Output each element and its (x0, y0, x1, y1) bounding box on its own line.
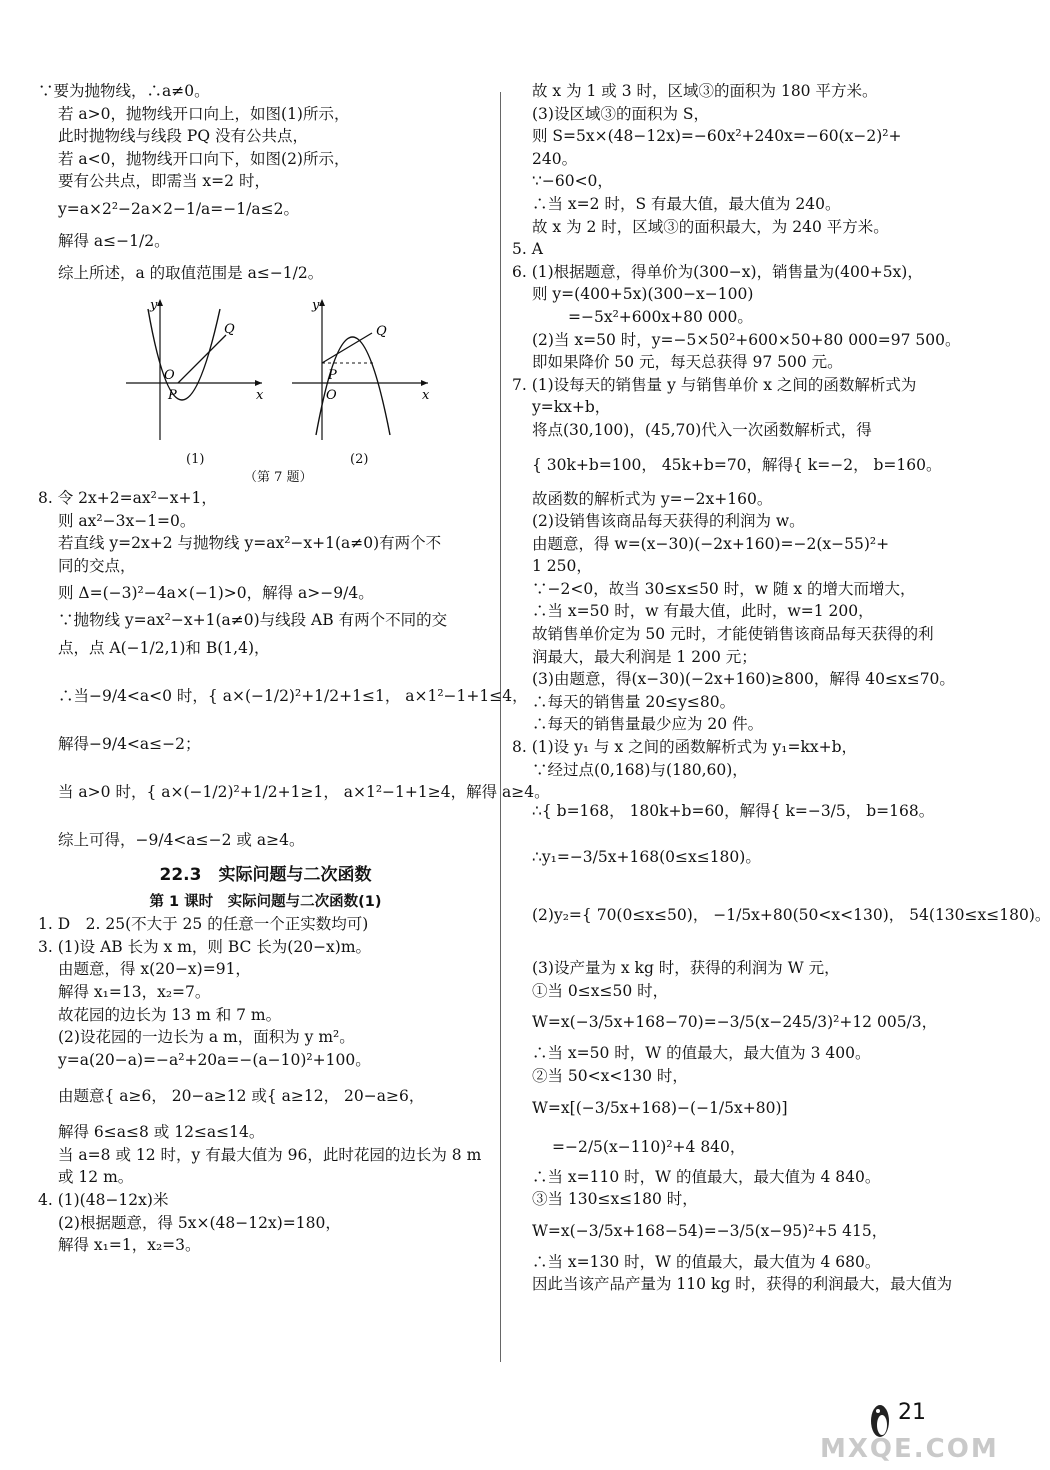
text-line: 故 x 为 2 时，区域③的面积最大，为 240 平方米。 (532, 217, 889, 236)
text-line: 故销售单价定为 50 元时，才能使销售该商品每天获得的利 (532, 625, 934, 644)
text-line: (2)当 x=50 时，y=−5×50²+600×50+80 000=97 500。 (532, 330, 961, 349)
text-line: ③当 130≤x≤180 时， (532, 1190, 698, 1209)
formula-line: 由题意{ a≥6， 20−a≥12 或{ a≥12， 20−a≥6， (58, 1087, 425, 1106)
caption-2: (2) (350, 451, 369, 467)
text-line: 3. (1)设 AB 长为 x m，则 BC 长为(20−x)m。 (38, 937, 372, 956)
formula-line: =−2/5(x−110)²+4 840， (552, 1137, 746, 1156)
text-line: 则 ax²−3x−1=0。 (58, 511, 196, 530)
text-line: ∵−2<0，故当 30≤x≤50 时，w 随 x 的增大而增大， (532, 579, 916, 598)
text-line: ∵经过点(0,168)与(180,60)， (532, 760, 748, 779)
text-line: ∵−60<0， (532, 172, 613, 191)
text-line: 由题意，得 x(20−x)=91， (58, 960, 251, 979)
text-line: 因此当该产品产量为 110 kg 时，获得的利润最大，最大值为 (532, 1275, 953, 1294)
text-line: 此时抛物线与线段 PQ 没有公共点， (58, 127, 308, 146)
axis-y-label: y (150, 297, 158, 313)
text-line: (2)根据题意，得 5x×(48−12x)=180， (58, 1213, 341, 1232)
text-line: 解得 6≤a≤8 或 12≤a≤14。 (58, 1123, 265, 1142)
figure-title: （第 7 题） (244, 469, 313, 485)
text-line: ∴当 x=2 时，S 有最大值，最大值为 240。 (532, 194, 841, 213)
text-line: 同的交点， (58, 556, 136, 575)
text-line: 4. (1)(48−12x)米 (38, 1191, 169, 1210)
text-line: 将点(30,100)，(45,70)代入一次函数解析式，得 (532, 420, 872, 439)
text-line: 解得 x₁=13，x₂=7。 (58, 982, 211, 1001)
text-line: 8. 令 2x+2=ax²−x+1， (38, 488, 217, 507)
text-line: 若 a>0，抛物线开口向上，如图(1)所示， (58, 104, 350, 123)
formula-line: W=x(−3/5x+168−54)=−3/5(x−95)²+5 415， (532, 1221, 888, 1240)
text-line: 由题意，得 w=(x−30)(−2x+160)=−2(x−55)²+ (532, 534, 890, 553)
text-line: 故花园的边长为 13 m 和 7 m。 (58, 1005, 282, 1024)
axis-x-label: x (422, 387, 430, 403)
graph-1 (120, 295, 270, 443)
text-line: (2)设花园的一边长为 a m，面积为 y m²。 (58, 1028, 355, 1047)
text-line: 解得 x₁=1，x₂=3。 (58, 1236, 201, 1255)
text-line: 即如果降价 50 元，每天总获得 97 500 元。 (532, 353, 843, 372)
text-line: ∴每天的销售量最少应为 20 件。 (532, 715, 764, 734)
formula-line: y=a×2²−2a×2−1/a=−1/a≤2。 (58, 199, 299, 218)
point-q-label: Q (224, 321, 235, 337)
text-line: (3)设区域③的面积为 S， (532, 104, 710, 123)
figure-7 (38, 289, 493, 487)
right-column (512, 80, 1050, 1296)
text-line: ②当 50<x<130 时， (532, 1067, 688, 1085)
text-line: (3)由题意，得(x−30)(−2x+160)≥800，解得 40≤x≤70。 (532, 670, 955, 689)
formula-line: W=x(−3/5x+168−70)=−3/5(x−245/3)²+12 005/3， (532, 1013, 938, 1032)
text-line: 若直线 y=2x+2 与抛物线 y=ax²−x+1(a≠0)有两个不 (58, 534, 442, 553)
text-line: 8. (1)设 y₁ 与 x 之间的函数解析式为 y₁=kx+b， (512, 738, 858, 757)
graph-2 (286, 295, 436, 443)
section-title: 22.3 实际问题与二次函数 (159, 864, 372, 885)
formula-line: (2)y₂={ 70(0≤x≤50)， −1/5x+80(50<x<130)， 54(130≤x≤180)。 (532, 906, 1050, 925)
text-line: 240。 (532, 149, 578, 168)
formula-line: 点，点 A(−1/2,1)和 B(1,4)， (58, 638, 270, 657)
text-line: 润最大，最大利润是 1 200 元； (532, 647, 757, 666)
text-line: (2)设销售该商品每天获得的利润为 w。 (532, 512, 805, 531)
formula-line: 则 Δ=(−3)²−4a×(−1)>0，解得 a>−9/4。 (58, 584, 374, 603)
text-line: 5. A (512, 240, 543, 259)
watermark: MXQE.COM (820, 1434, 999, 1464)
text-line: =−5x²+600x+80 000。 (568, 307, 753, 326)
text-line: ∴当 x=50 时，w 有最大值，此时，w=1 200， (532, 602, 874, 621)
text-line: ∴当 x=110 时，W 的值最大，最大值为 4 840。 (532, 1167, 881, 1186)
page-number: 21 (898, 1400, 926, 1425)
lesson-title: 第 1 课时 实际问题与二次函数(1) (149, 893, 382, 910)
point-p-label: P (168, 387, 177, 403)
formula-line: 当 a>0 时，{ a×(−1/2)²+1/2+1≥1， a×1²−1+1≥4，解得 a≥4。 (58, 782, 550, 801)
axis-x-label: x (256, 387, 264, 403)
formula-line: 解得 a≤−1/2。 (58, 231, 170, 250)
formula-line: { 30k+b=100， 45k+b=70，解得{ k=−2， b=160。 (532, 455, 942, 474)
formula-line: 解得−9/4<a≤−2； (58, 734, 201, 753)
text-line: 1. D 2. 25(不大于 25 的任意一个正实数均可) (38, 915, 369, 934)
text-line: 1 250， (532, 557, 592, 576)
text-line: 故 x 为 1 或 3 时，区域③的面积为 180 平方米。 (532, 82, 878, 100)
formula-line: ∴当−9/4<a<0 时，{ a×(−1/2)²+1/2+1≤1， a×1²−1+1≤4， (58, 686, 528, 705)
formula-line: ∴{ b=168， 180k+b=60，解得{ k=−3/5， b=168。 (532, 802, 935, 821)
text-line: 要有公共点，即需当 x=2 时， (58, 172, 270, 191)
text-line: 则 y=(400+5x)(300−x−100) (532, 285, 754, 304)
origin-label: O (326, 387, 337, 403)
text-line: ∴每天的销售量 20≤y≤80。 (532, 692, 736, 711)
text-line: ∴当 x=130 时，W 的值最大，最大值为 4 680。 (532, 1252, 881, 1271)
text-line: ∴当 x=50 时，W 的值最大，最大值为 3 400。 (532, 1044, 871, 1063)
formula-line: 综上所述，a 的取值范围是 a≤−1/2。 (58, 263, 324, 282)
text-line: 或 12 m。 (58, 1168, 134, 1187)
text-line: y=kx+b， (532, 398, 611, 417)
text-line: 则 S=5x×(48−12x)=−60x²+240x=−60(x−2)²+ (532, 127, 902, 146)
point-q-label: Q (376, 323, 387, 339)
point-p-label: P (328, 367, 337, 383)
formula-line: 综上可得，−9/4<a≤−2 或 a≥4。 (58, 830, 305, 849)
text-line: 若 a<0，抛物线开口向下，如图(2)所示， (58, 149, 350, 168)
text-line: ①当 0≤x≤50 时， (532, 981, 669, 1000)
caption-1: (1) (186, 451, 205, 467)
formula-line: W=x[(−3/5x+168)−(−1/5x+80)] (532, 1098, 788, 1117)
text-line: 6. (1)根据题意，得单价为(300−x)，销售量为(400+5x)， (512, 262, 923, 281)
text-line: 故函数的解析式为 y=−2x+160。 (532, 489, 773, 508)
formula-line: ∴y₁=−3/5x+168(0≤x≤180)。 (532, 848, 761, 867)
text-line: ∵抛物线 y=ax²−x+1(a≠0)与线段 AB 有两个不同的交 (58, 611, 448, 630)
text-line: 当 a=8 或 12 时，y 有最大值为 96，此时花园的边长为 8 m (58, 1145, 482, 1164)
axis-y-label: y (312, 297, 320, 313)
text-line: y=a(20−a)=−a²+20a=−(a−10)²+100。 (58, 1050, 371, 1069)
text-line: 7. (1)设每天的销售量 y 与销售单价 x 之间的函数解析式为 (512, 375, 917, 394)
text-line: ∵要为抛物线，∴a≠0。 (38, 82, 210, 100)
origin-label: O (164, 367, 175, 383)
text-line: (3)设产量为 x kg 时，获得的利润为 W 元， (532, 959, 840, 978)
